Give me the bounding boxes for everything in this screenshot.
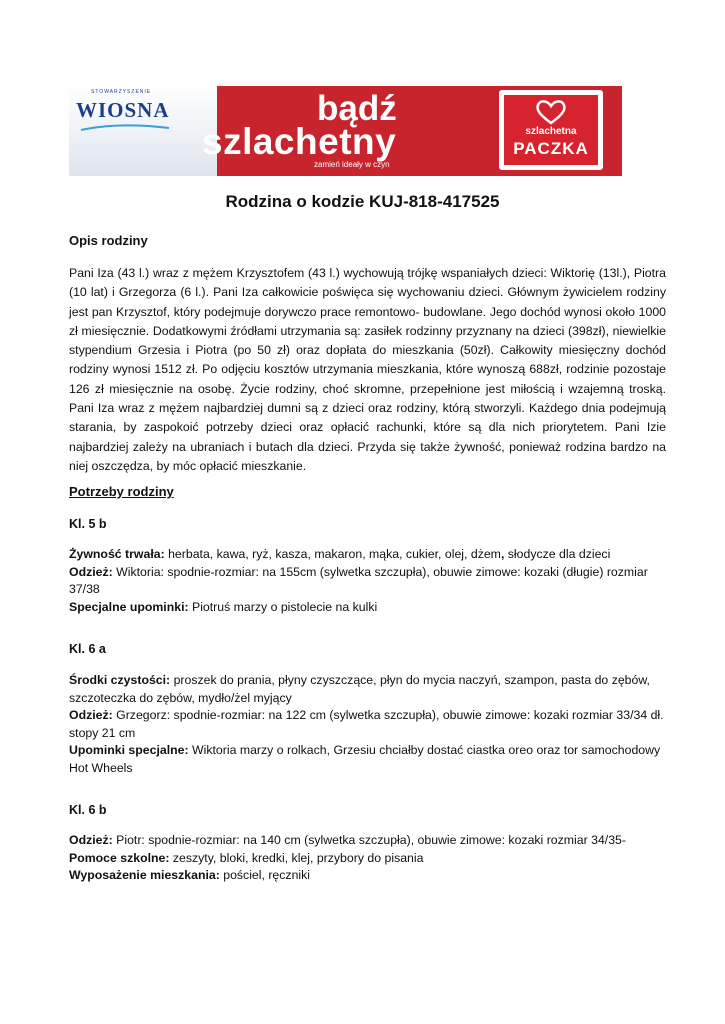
wiosna-logo: WIOSNA (76, 98, 170, 122)
need-item (69, 599, 666, 617)
section-heading: Kl. 5 b (69, 517, 107, 531)
need-label: Odzież: (69, 708, 113, 723)
need-label: Odzież: (69, 564, 113, 579)
need-item (69, 867, 666, 885)
need-label: Odzież: (69, 833, 113, 847)
paczka-logo-inner (504, 95, 598, 165)
need-text: Wiktoria marzy o rolkach, Grzesiu chciałby dostać ciastka oreo oraz tor samochodowy Hot Wheels (69, 743, 661, 775)
need-label: Wyposażenie mieszkania: (69, 868, 220, 883)
need-item (69, 832, 666, 850)
paczka-logo-line1: szlachetna (525, 126, 577, 137)
need-label: Pomoce szkolne: (69, 850, 170, 865)
heart-icon (534, 99, 568, 125)
need-text: Grzegorz: spodnie-rozmiar: na 122 cm (sylwetka szczupła), obuwie zimowe: kozaki rozmiar 33/34 dł. stopy 21 cm (69, 708, 664, 740)
need-text: herbata, kawa, ryż, kasza, makaron, mąka, cukier, olej, dżem (164, 547, 501, 561)
slogan-line1: bądź (317, 89, 397, 128)
section-items (69, 832, 666, 885)
swoosh-icon (79, 124, 171, 132)
need-item (69, 742, 666, 777)
opis-heading: Opis rodziny (69, 233, 148, 248)
need-item (69, 850, 666, 868)
section-heading: Kl. 6 a (69, 642, 106, 656)
section-heading: Kl. 6 b (69, 803, 107, 817)
need-text: Wiktoria: spodnie-rozmiar: na 155cm (sylwetka szczupła), obuwie zimowe: kozaki (długie) rozmiar 37/38 (69, 564, 648, 597)
need-item (69, 564, 666, 599)
need-label: Specjalne upominki: (69, 599, 189, 614)
opis-paragraph: Pani Iza (43 l.) wraz z mężem Krzysztofem (43 l.) wychowują trójkę wspaniałych dzieci: Wiktorię (13l.), Piotra (10 lat) i Grzegorza (6 l.). Pani Iza całkowicie poświęca się wychowaniu dzieci. Głównym żywicielem rodziny jest pan Krzysztof, który podejmuje dorywczo prace remontowo- budowlane. Jego dochód wynosi około 1000 zł miesięcznie. Dodatkowymi źródłami utrzymania są: zasiłek rodzinny przyznany na dzieci (398zł), niewielkie stypendium Grzesia i Piotra (po 50 zł) oraz dopłata do mieszkania (50zł). Całkowity miesięczny dochód rodziny wynosi 1512 zł. Po odjęciu kosztów utrzymania mieszkania, które wynoszą 688zł, rodzinie pozostaje 126 zł miesięcznie na osobę. Życie rodziny, choć skromne, przepełnione jest miłością i wzajemną troską. Pani Iza wraz z mężem najbardziej dumni są z dzieci oraz rodziny, którą stworzyli. Każdego dnia podejmują starania, by zaspokoić potrzeby dzieci oraz opłacić rachunki, które są dla nich priorytetem. Pani Izie najbardziej zależy na ubraniach i butach dla dzieci. Przyda się także żywność, ponieważ rodzina bardzo na niej oszczędza, by móc opłacić mieszkanie. (69, 266, 666, 473)
need-item (69, 546, 666, 564)
need-item (69, 707, 666, 742)
need-label: Upominki specjalne: (69, 743, 189, 758)
need-text: słodycze dla dzieci (504, 547, 611, 561)
szlachetna-paczka-logo (499, 90, 603, 170)
need-text: proszek do prania, płyny czyszczące, płyn do mycia naczyń, szampon, pasta do zębów, szczoteczka do zębów, mydło/żel myjący (69, 673, 650, 705)
need-text: Piotr: spodnie-rozmiar: na 140 cm (sylwetka szczupła), obuwie zimowe: kozaki rozmiar 34/35- (112, 833, 626, 847)
slogan-line2: szlachetny (202, 121, 397, 162)
need-label: , (500, 547, 505, 561)
slogan-tagline: zamień ideały w czyn (314, 160, 390, 169)
need-text: Piotruś marzy o pistolecie na kulki (188, 599, 378, 614)
section-items (69, 546, 666, 616)
need-text: zeszyty, bloki, kredki, klej, przybory do pisania (169, 850, 424, 865)
need-text: pościel, ręczniki (219, 868, 311, 883)
need-label: Żywność trwała: (69, 547, 165, 561)
need-item (69, 672, 666, 707)
wiosna-logo-subtitle: STOWARZYSZENIE (91, 89, 152, 95)
paczka-logo-line2: PACZKA (513, 139, 589, 158)
header-banner (69, 86, 622, 176)
wiosna-logo-area (69, 86, 217, 176)
page-title: Rodzina o kodzie KUJ-818-417525 (225, 192, 500, 211)
need-label: Środki czystości: (69, 673, 171, 687)
section-items (69, 672, 666, 778)
potrzeby-heading: Potrzeby rodziny (69, 484, 174, 499)
